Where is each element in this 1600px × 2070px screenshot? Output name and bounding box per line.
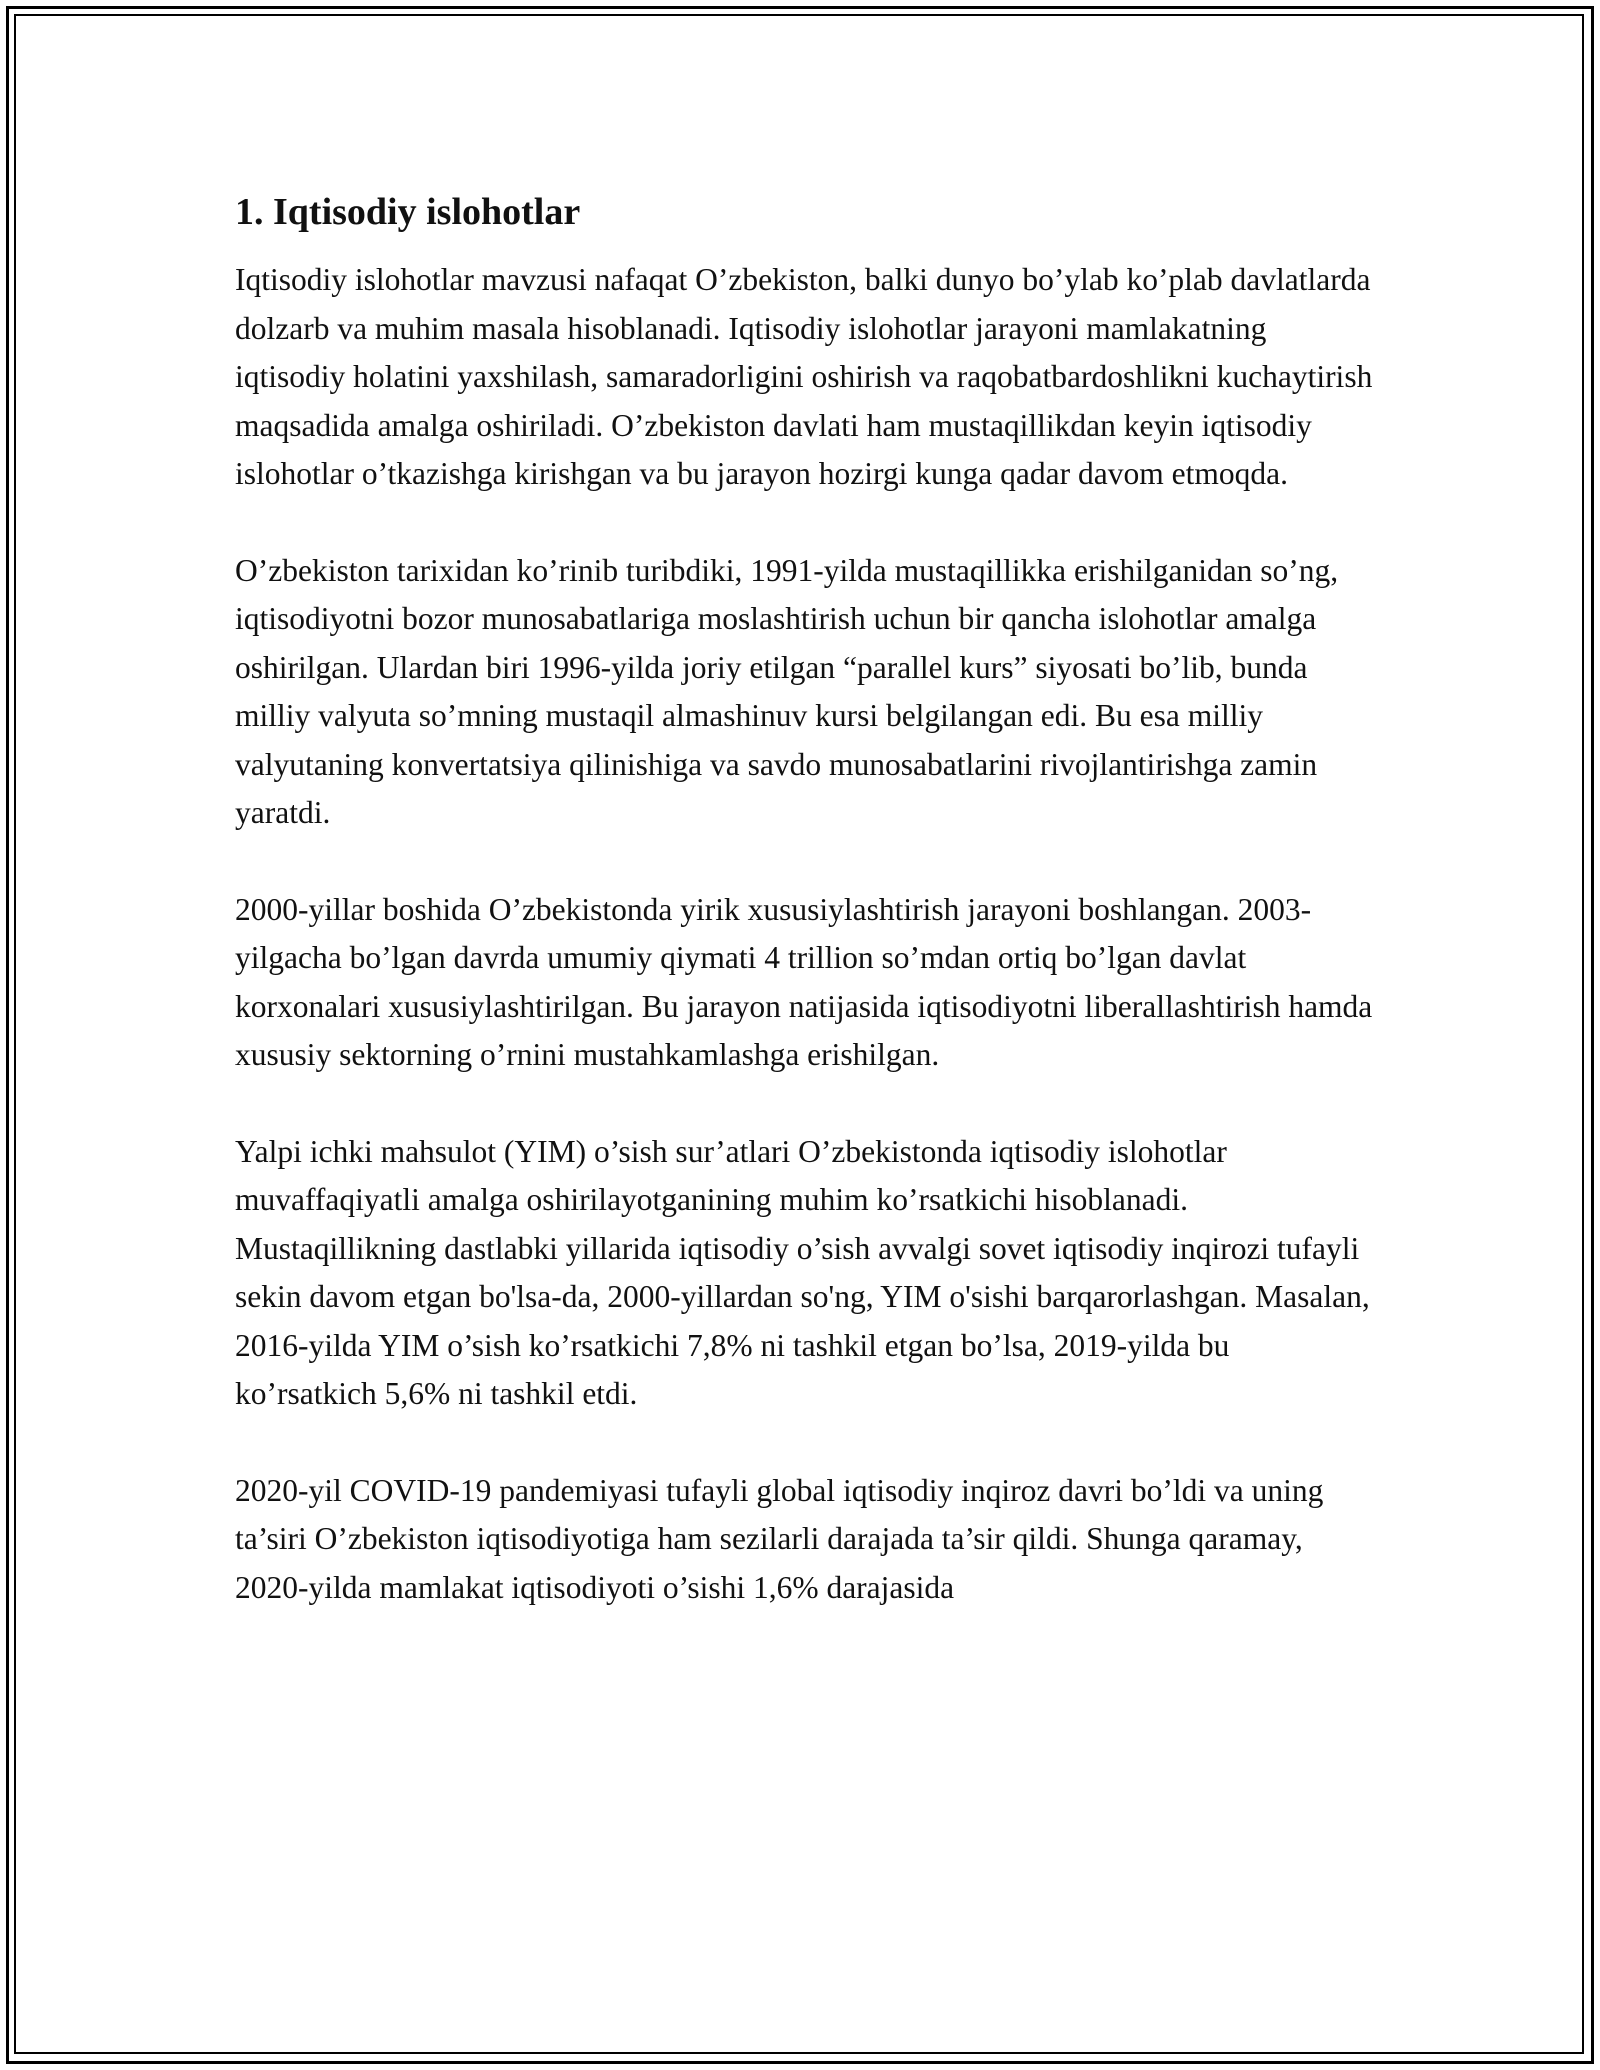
document-body bbox=[235, 186, 1375, 1660]
paragraph-gdp-growth: Yalpi ichki mahsulot (YIM) o’sish sur’atlari O’zbekistonda iqtisodiy islohotlar muvaffaqiyatli amalga oshirilayotganining muhim ko’rsatkichi hisoblanadi. Mustaqillikning dastlabki yillarida iqtisodiy o’sish avvalgi sovet iqtisodiy inqirozi tufayli sekin davom etgan bo'lsa-da, 2000-yillardan so'ng, YIM o'sishi barqarorlashgan. Masalan, 2016-yilda YIM o’sish ko’rsatkichi 7,8% ni tashkil etgan bo’lsa, 2019-yilda bu ko’rsatkich 5,6% ni tashkil etdi. bbox=[235, 1133, 1370, 1411]
paragraph-privatization: 2000-yillar boshida O’zbekistonda yirik xususiylashtirish jarayoni boshlangan. 2003-yilgacha bo’lgan davrda umumiy qiymati 4 trillion so’mdan ortiq bo’lgan davlat korxonalari xususiylashtirilgan. Bu jarayon natijasida iqtisodiyotni liberallashtirish hamda xususiy sektorning o’rnini mustahkamlashga erishilgan. bbox=[235, 891, 1373, 1072]
section-heading: 1. Iqtisodiy islohotlar bbox=[235, 191, 581, 233]
paragraph-covid: 2020-yil COVID-19 pandemiyasi tufayli global iqtisodiy inqiroz davri bo’ldi va uning ta’siri O’zbekiston iqtisodiyotiga ham sezilarli darajada ta’sir qildi. Shunga qaramay, 2020-yilda mamlakat iqtisodiyoti o’sishi 1,6% darajasida bbox=[235, 1472, 1324, 1605]
paragraph-history: O’zbekiston tarixidan ko’rinib turibdiki, 1991-yilda mustaqillikka erishilganidan so’ng, iqtisodiyotni bozor munosabatlariga moslashtirish uchun bir qancha islohotlar amalga oshirilgan. Ulardan biri 1996-yilda joriy etilgan “parallel kurs” siyosati bo’lib, bunda milliy valyuta so’mning mustaqil almashinuv kursi belgilangan edi. Bu esa milliy valyutaning konvertatsiya qilinishiga va savdo munosabatlarini rivojlantirishga zamin yaratdi. bbox=[235, 552, 1339, 830]
paragraph-intro: Iqtisodiy islohotlar mavzusi nafaqat O’zbekiston, balki dunyo bo’ylab ko’plab davlatlarda dolzarb va muhim masala hisoblanadi. Iqtisodiy islohotlar jarayoni mamlakatning iqtisodiy holatini yaxshilash, samaradorligini oshirish va raqobatbardoshlikni kuchaytirish maqsadida amalga oshiriladi. O’zbekiston davlati ham mustaqillikdan keyin iqtisodiy islohotlar o’tkazishga kirishgan va bu jarayon hozirgi kunga qadar davom etmoqda. bbox=[235, 262, 1373, 491]
